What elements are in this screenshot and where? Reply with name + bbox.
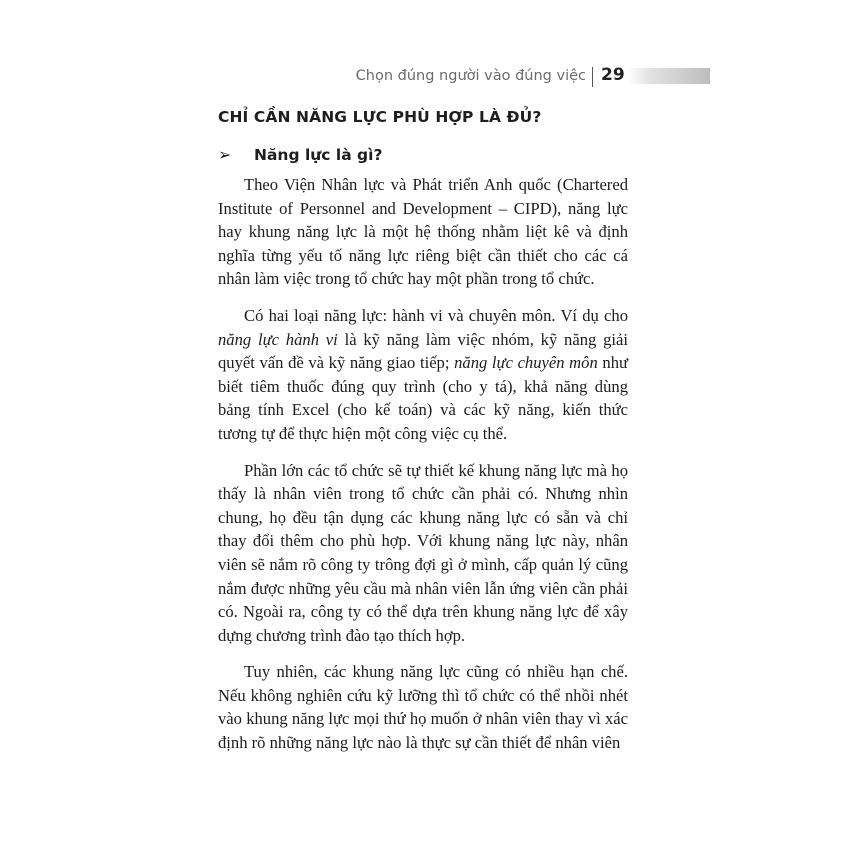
paragraph-text: Phần lớn các tổ chức sẽ tự thiết kế khung năng lực mà họ thấy là nhân viên trong tổ chức cần phải có. Nhưng nhìn chung, họ đều tận dụng các khung năng lực có sẵn và chỉ thay đổi thêm cho phù hợp. Với khung năng lực này, nhân viên sẽ nắm rõ công ty trông đợi gì ở mình, cấp quản lý cũng nắm được những yêu cầu mà nhân viên lẫn ứng viên cần phải có. Ngoài ra, công ty có thể dựa trên khung năng lực để xây dựng chương trình đào tạo thích hợp. [218,460,628,645]
body-text [218,173,628,755]
italic-term-professional: năng lực chuyên môn [454,353,598,373]
paragraph-2 [218,304,628,446]
paragraph-text: Theo Viện Nhân lực và Phát triển Anh quốc (Chartered Institute of Personnel and Development – CIPD), năng lực hay khung năng lực là một hệ thống nhằm liệt kê và định nghĩa từng yếu tố năng lực riêng biệt cần thiết cho các cá nhân làm việc trong tổ chức hay một phần trong tổ chức. [218,175,628,289]
header-gradient-band [628,68,710,84]
page-header [0,64,844,90]
italic-term-behavioral: năng lực hành vi [218,329,338,349]
section-heading: CHỈ CẦN NĂNG LỰC PHÙ HỢP LÀ ĐỦ? [218,108,542,126]
subheading-text: Năng lực là gì? [254,146,383,164]
paragraph-text: Tuy nhiên, các khung năng lực cũng có nhiều hạn chế. Nếu không nghiên cứu kỹ lưỡng thì tổ chức có thể nhồi nhét vào khung năng lực mọi thứ họ muốn ở nhân viên thay vì xác định rõ những năng lực nào là thực sự cần thiết để nhân viên [218,662,628,753]
page-number: 29 [601,65,625,85]
running-title: Chọn đúng người vào đúng việc [355,68,586,84]
subheading [218,145,382,164]
paragraph-text: là kỹ năng làm việc nhóm, kỹ năng giải quyết vấn đề và kỹ năng giao tiếp; [218,329,628,373]
paragraph-text: như biết tiêm thuốc đúng quy trình (cho y tá), khả năng dùng bảng tính Excel (cho kế toán) và các kỹ năng, kiến thức tương tự để thực hiện một công việc cụ thể. [218,353,628,443]
paragraph-4 [218,660,628,754]
paragraph-3 [218,459,628,648]
arrow-bullet-icon: ➢ [218,145,232,164]
paragraph-1 [218,173,628,291]
header-divider [592,67,593,87]
paragraph-text: Có hai loại năng lực: hành vi và chuyên môn. Ví dụ cho [244,305,628,325]
